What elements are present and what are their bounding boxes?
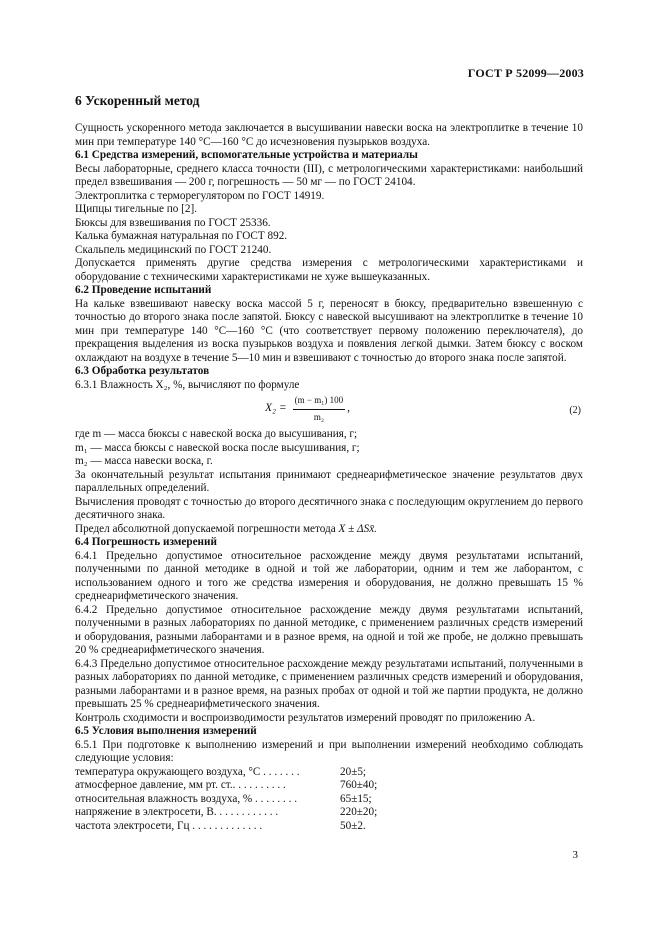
s63-p3-prefix: Предел абсолютной допускаемой погрешности метода [75,522,339,535]
formula-fraction [293,394,345,424]
s63-p3 [75,523,583,537]
where-2: m₂ — масса навески воска, г. [75,455,213,467]
s61-line-2: Щипцы тигельные по [2]. [75,203,198,215]
condition-label: напряжение в электросети, В. . . . . . . . . . . . [75,806,279,818]
condition-row [75,766,583,780]
document-header: ГОСТ Р 52099—2003 [467,66,584,80]
condition-value: 50±2. [340,819,366,832]
s65-lead: 6.5.1 При подготовке к выполнению измерений и при выполнении измерений необходимо соблюдать следующие условия: [75,738,583,764]
formula-number: (2) [569,405,581,416]
section-6-1-title: 6.1 Средства измерений, вспомогательные устройства и материалы [75,149,418,161]
s61-line-4: Калька бумажная натуральная по ГОСТ 892. [75,230,288,242]
formula-denominator: m₂ [313,411,324,422]
section-6-title: 6 Ускоренный метод [75,93,200,108]
s64-p2: 6.4.2 Предельно допустимое относительное расхождение между двумя результатами испытаний, полученными в разных лабораториях по данной методике, с применением различных средств измерений и оборудования, разными лаборантами и в разное время, на одной и той же пробе, не должно превышать 20 % среднеарифметического значения. [75,603,583,656]
s61-line-6: Допускается применять другие средства измерения с метрологическими характеристиками и оборудование с техническими характеристиками не хуже вышеуказанных. [75,257,583,283]
s63-p3-formula: X ± ΔSx̄. [338,522,377,535]
s64-p4: Контроль сходимости и воспроизводимости результатов измерений проводят по приложению А. [75,711,536,724]
section-6-3-title: 6.3 Обработка результатов [75,365,210,377]
page-content [75,89,583,833]
s61-line-3: Бюксы для взвешивания по ГОСТ 25336. [75,216,271,229]
where-0: где m — масса бюксы с навеской воска до высушивания, г; [75,428,358,440]
section-6-4-title: 6.4 Погрешность измерений [75,536,217,548]
formula-numerator: (m − m₁) 100 [293,394,345,410]
condition-label: температура окружающего воздуха, °С . . . . . . . [75,765,300,778]
formula-lhs: X₂ = [265,402,287,415]
s64-p3: 6.4.3 Предельно допустимое относительное расхождение между результатами испытаний, полученными в разных лабораториях по данной методике, с применением различных средств измерений и оборудования, разными лаборантами и в разное время, на разных пробах от одной и той же партии продукта, не должно превышать 25 % среднеарифметического значения. [75,657,583,710]
s64-p1: 6.4.1 Предельно допустимое относительное расхождение между двумя результатами испытаний, полученными по данной методике в одной и той же лаборатории, одним и тем же лаборантом, с использованием одного и того же средства измерения и оборудования, не должно превышать 15 % среднеарифметического значения. [75,549,583,602]
section-6-intro: Сущность ускоренного метода заключается в высушивании навески воска на электроплитке в течение 10 мин при температуре 140 °С—160 °С до исчезновения пузырьков воздуха. [75,122,583,148]
s63-lead: 6.3.1 Влажность X₂, %, вычисляют по формуле [75,378,300,391]
s62-text: На кальке взвешивают навеску воска массой 5 г, переносят в бюксу, предварительно взвешенную с точностью до второго знака после запятой. Бюксу с навеской высушивают на электроплитке в течение 10 мин при температуре 140 °С—160 °С (что соответствует первому положению переключателя), до прекращения выделения из воска пузырьков воздуха и появления легкой дымки. Затем бюксу с воском охлаждают на воздухе в течение 5—10 мин и взвешивают с точностью до второго знака после запятой. [75,297,583,364]
s61-line-0: Весы лабораторные, среднего класса точности (III), с метрологическими характеристиками: наибольший предел взвешивания — 200 г, погрешность — 50 мг — по ГОСТ 24104. [75,162,583,188]
condition-value: 760±40; [340,779,378,791]
page-number: 3 [572,849,578,861]
condition-label: частота электросети, Гц . . . . . . . . . . . . . [75,819,263,832]
s63-p2: Вычисления проводят с точностью до второго десятичного знака с последующим округлением до первого десятичного знака. [75,495,583,521]
formula-tail: , [347,402,351,415]
condition-value: 20±5; [340,765,367,778]
condition-label: относительная влажность воздуха, % . . . . . . . . [75,792,297,805]
where-1: m₁ — масса бюксы с навеской воска после высушивания, г; [75,441,360,454]
condition-label: атмосферное давление, мм рт. ст.. . . . . . . . . . [75,779,286,791]
formula-2 [75,392,583,428]
section-6-5-title: 6.5 Условия выполнения измерений [75,725,257,737]
s63-p1: За окончательный результат испытания принимают среднеарифметическое значение результатов двух параллельных определений. [75,468,583,494]
section-6-2-title: 6.2 Проведение испытаний [75,284,212,296]
condition-row [75,779,583,793]
condition-row [75,806,583,820]
condition-row [75,820,583,834]
s61-line-5: Скальпель медицинский по ГОСТ 21240. [75,243,272,256]
condition-value: 65±15; [340,792,372,805]
condition-row [75,793,583,807]
s61-line-1: Электроплитка с терморегулятором по ГОСТ 14919. [75,189,325,202]
condition-value: 220±20; [340,806,378,818]
